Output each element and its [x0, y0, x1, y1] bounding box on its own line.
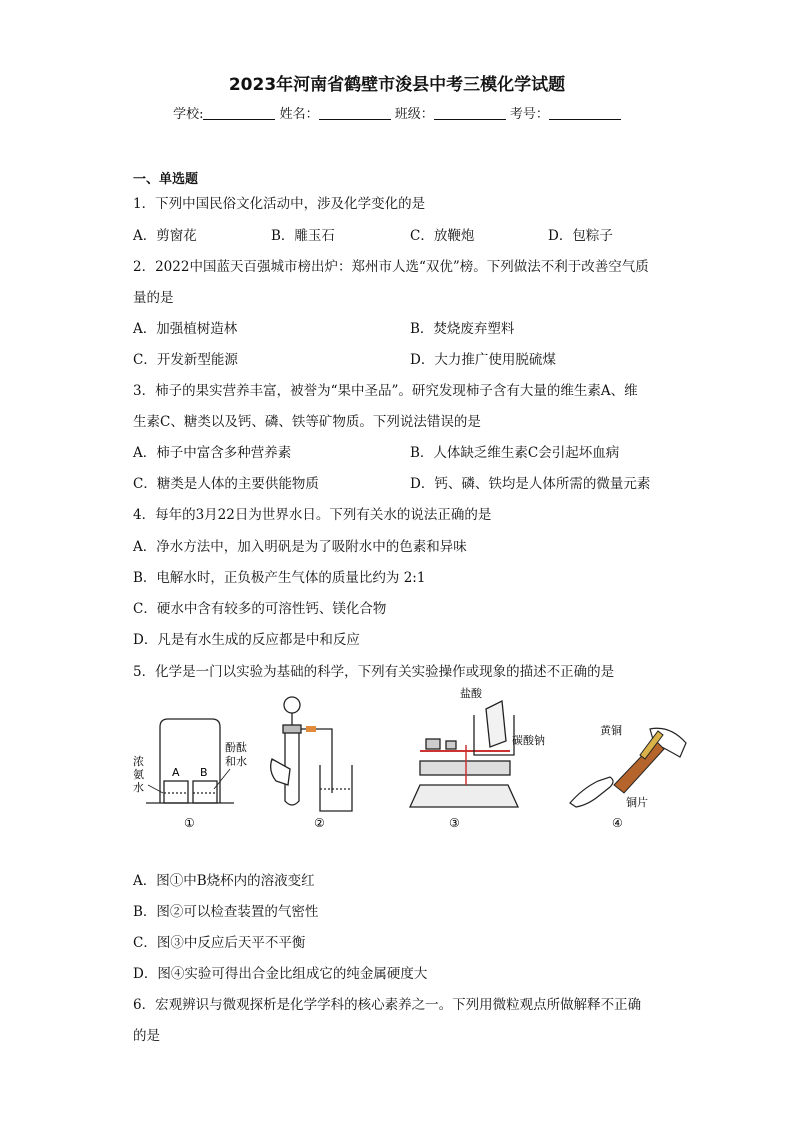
- fig3-label-salt: 碳酸钠: [512, 734, 545, 747]
- fig4-label-copper: 铜片: [626, 796, 648, 809]
- q6-stem-line2: 的是: [133, 1028, 160, 1044]
- name-label: 姓名：: [279, 107, 319, 122]
- school-blank[interactable]: [203, 107, 275, 120]
- fig1-beaker-b-label: B: [200, 766, 208, 779]
- fig3-number: ③: [449, 816, 460, 830]
- class-blank[interactable]: [434, 107, 506, 120]
- school-label: 学校:: [173, 107, 204, 122]
- class-label: 班级：: [394, 107, 434, 122]
- q1-option-c: C．放鞭炮: [410, 228, 475, 244]
- q2-option-d: D．大力推广使用脱硫煤: [410, 352, 556, 368]
- fig1-left-label-3: 水: [133, 781, 144, 794]
- q2-stem-line2: 量的是: [133, 290, 174, 306]
- fig1-left-label-2: 氨: [133, 768, 144, 781]
- fig1-number: ①: [184, 816, 195, 830]
- q5-option-d: D．图④实验可得出合金比组成它的纯金属硬度大: [133, 966, 428, 982]
- student-info-line: [0, 103, 794, 122]
- number-label: 考号：: [509, 107, 549, 122]
- q4-option-c: C．硬水中含有较多的可溶性钙、镁化合物: [133, 601, 387, 617]
- fig1-right-label-2: 和水: [225, 755, 247, 768]
- q3-stem-line1: 3．柿子的果实营养丰富，被誉为“果中圣品”。研究发现柿子含有大量的维生素A、维: [133, 383, 638, 399]
- q5-option-c: C．图③中反应后天平不平衡: [133, 935, 306, 951]
- fig1-beaker-a-label: A: [172, 766, 180, 779]
- q4-stem: 4．每年的3月22日为世界水日。下列有关水的说法正确的是: [133, 507, 492, 523]
- section-heading: 一、单选题: [133, 172, 199, 187]
- fig4-copper-sheet: [614, 741, 664, 793]
- q1-option-d: D．包粽子: [548, 228, 613, 244]
- q6-stem-line1: 6．宏观辨识与微观探析是化学学科的核心素养之一。下列用微粒观点所做解释不正确: [133, 997, 642, 1013]
- q5-experiment-figure: [130, 685, 690, 835]
- fig2-number: ②: [314, 816, 325, 830]
- q1-option-a: A．剪窗花: [133, 228, 197, 244]
- fig3-balance: [410, 701, 518, 807]
- q2-stem-line1: 2．2022中国蓝天百强城市榜出炉：郑州市人选“双优”榜。下列做法不利于改善空气质: [133, 259, 649, 275]
- q3-option-c: C．糖类是人体的主要供能物质: [133, 476, 319, 492]
- fig3-label-acid: 盐酸: [460, 687, 482, 700]
- fig2-apparatus: [271, 697, 352, 811]
- fig1-bell-jar: [146, 719, 234, 803]
- fig4-number: ④: [612, 816, 623, 830]
- fig4-label-brass: 黄铜: [600, 724, 622, 737]
- name-blank[interactable]: [319, 107, 391, 120]
- fig1-left-label-1: 浓: [133, 755, 144, 768]
- q4-option-b: B．电解水时，正负极产生气体的质量比约为 2:1: [133, 570, 426, 586]
- q1-option-b: B．雕玉石: [271, 228, 335, 244]
- q2-option-a: A．加强植树造林: [133, 321, 238, 337]
- q4-option-d: D．凡是有水生成的反应都是中和反应: [133, 632, 360, 648]
- q3-option-d: D．钙、磷、铁均是人体所需的微量元素: [410, 476, 651, 492]
- q1-stem: 1．下列中国民俗文化活动中，涉及化学变化的是: [133, 196, 426, 212]
- fig1-right-label-1: 酚酞: [225, 741, 247, 754]
- q4-option-a: A．净水方法中，加入明矾是为了吸附水中的色素和异味: [133, 539, 467, 555]
- q3-option-a: A．柿子中富含多种营养素: [133, 445, 292, 461]
- q2-option-b: B．焚烧废弃塑料: [410, 321, 515, 337]
- q3-stem-line2: 生素C、糖类以及钙、磷、铁等矿物质。下列说法错误的是: [133, 414, 481, 430]
- fig2-rubber-tube: [306, 726, 316, 732]
- q5-stem: 5．化学是一门以实验为基础的科学，下列有关实验操作或现象的描述不正确的是: [133, 664, 615, 680]
- number-blank[interactable]: [549, 107, 621, 120]
- q5-option-b: B．图②可以检查装置的气密性: [133, 904, 319, 920]
- q2-option-c: C．开发新型能源: [133, 352, 238, 368]
- q5-option-a: A．图①中B烧杯内的溶液变红: [133, 873, 315, 889]
- q3-option-b: B．人体缺乏维生素C会引起坏血病: [410, 445, 620, 461]
- page-title: 2023年河南省鹤壁市浚县中考三模化学试题: [228, 75, 566, 95]
